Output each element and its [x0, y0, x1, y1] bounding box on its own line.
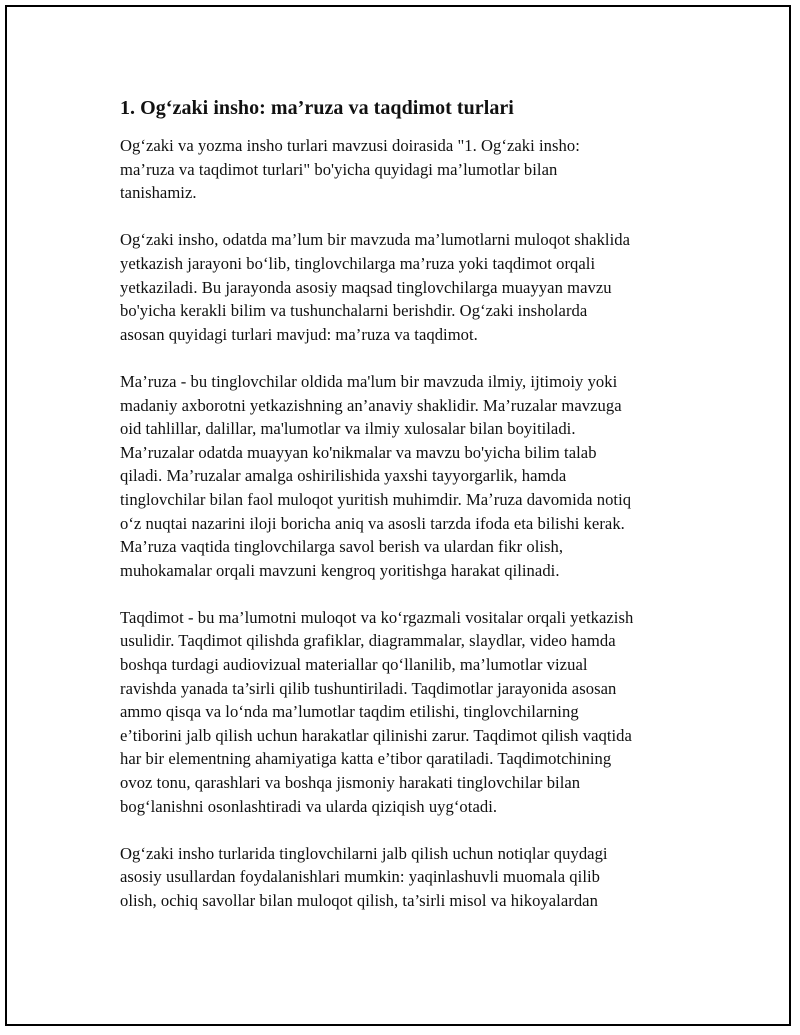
paragraph-line: usulidir. Taqdimot qilishda grafiklar, diagrammalar, slaydlar, video hamda: [120, 631, 616, 651]
paragraph-line: Og‘zaki insho turlarida tinglovchilarni jalb qilish uchun notiqlar quydagi: [120, 843, 608, 863]
paragraph-line: Og‘zaki insho, odatda ma’lum bir mavzuda ma’lumotlarni muloqot shaklida: [120, 230, 630, 250]
paragraph-line: oid tahlillar, dalillar, ma'lumotlar va ilmiy xulosalar bilan boyitiladi.: [120, 419, 576, 439]
paragraph-line: ammo qisqa va lo‘nda ma’lumotlar taqdim etilishi, tinglovchilarning: [120, 702, 579, 722]
paragraph-line: muhokamalar orqali mavzuni kengroq yoritishga harakat qilinadi.: [120, 560, 560, 580]
paragraph-techniques: [120, 842, 700, 913]
paragraph-line: asosiy usullardan foydalanishlari mumkin: yaqinlashuvli muomala qilib: [120, 867, 600, 887]
paragraph-line: o‘z nuqtai nazarini iloji boricha aniq va asosli tarzda ifoda eta bilishi kerak.: [120, 513, 625, 533]
paragraph-line: Ma’ruzalar odatda muayyan ko'nikmalar va mavzu bo'yicha bilim talab: [120, 442, 597, 462]
paragraph-line: ma’ruza va taqdimot turlari" bo'yicha quyidagi ma’lumotlar bilan: [120, 159, 558, 179]
paragraph-line: tinglovchilar bilan faol muloqot yuritish muhimdir. Maʼruza davomida notiq: [120, 489, 632, 509]
paragraph-line: bo'yicha kerakli bilim va tushunchalarni berishdir. Og‘zaki insholarda: [120, 301, 588, 321]
paragraph-line: qiladi. Ma’ruzalar amalga oshirilishida yaxshi tayyorgarlik, hamda: [120, 466, 567, 486]
paragraph-intro: [120, 134, 700, 205]
paragraph-oral-essay: [120, 228, 700, 346]
paragraph-line: Ma’ruza vaqtida tinglovchilarga savol berish va ulardan fikr olish,: [120, 537, 564, 557]
paragraph-line: ovoz tonu, qarashlari va boshqa jismoniy harakati tinglovchilar bilan: [120, 773, 581, 793]
paragraph-line: e’tiborini jalb qilish uchun harakatlar qilinishi zarur. Taqdimot qilish vaqtida: [120, 725, 632, 745]
paragraph-line: madaniy axborotni yetkazishning an’anaviy shaklidir. Ma’ruzalar mavzuga: [120, 395, 622, 415]
paragraph-presentation: [120, 606, 700, 818]
paragraph-line: tanishamiz.: [120, 183, 197, 203]
paragraph-line: Og‘zaki va yozma insho turlari mavzusi doirasida "1. Og‘zaki insho:: [120, 136, 580, 155]
paragraph-line: yetkazish jarayoni bo‘lib, tinglovchilarga ma’ruza yoki taqdimot orqali: [120, 253, 596, 273]
document-title: 1. Og‘zaki insho: ma’ruza va taqdimot turlari: [120, 97, 514, 119]
paragraph-lecture: [120, 370, 700, 582]
paragraph-line: yetkaziladi. Bu jarayonda asosiy maqsad tinglovchilarga muayyan mavzu: [120, 277, 612, 297]
paragraph-line: boshqa turdagi audiovizual materiallar qo‘llanilib, ma’lumotlar vizual: [120, 655, 588, 675]
paragraph-line: asosan quyidagi turlari mavjud: ma’ruza va taqdimot.: [120, 324, 478, 344]
paragraph-line: Taqdimot - bu ma’lumotni muloqot va ko‘rgazmali vositalar orqali yetkazish: [120, 607, 634, 627]
paragraph-line: har bir elementning ahamiyatiga katta e’tibor qaratiladi. Taqdimotchining: [120, 749, 612, 769]
document-page: [5, 5, 791, 1026]
paragraph-line: olish, ochiq savollar bilan muloqot qilish, ta’sirli misol va hikoyalardan: [120, 891, 598, 910]
paragraph-line: bog‘lanishni osonlashtiradi va ularda qiziqish uyg‘otadi.: [120, 796, 498, 816]
paragraph-line: Ma’ruza - bu tinglovchilar oldida ma'lum bir mavzuda ilmiy, ijtimoiy yoki: [120, 371, 618, 391]
paragraph-line: ravishda yanada ta’sirli qilib tushuntiriladi. Taqdimotlar jarayonida asosan: [120, 678, 617, 698]
document-content: [120, 95, 700, 913]
